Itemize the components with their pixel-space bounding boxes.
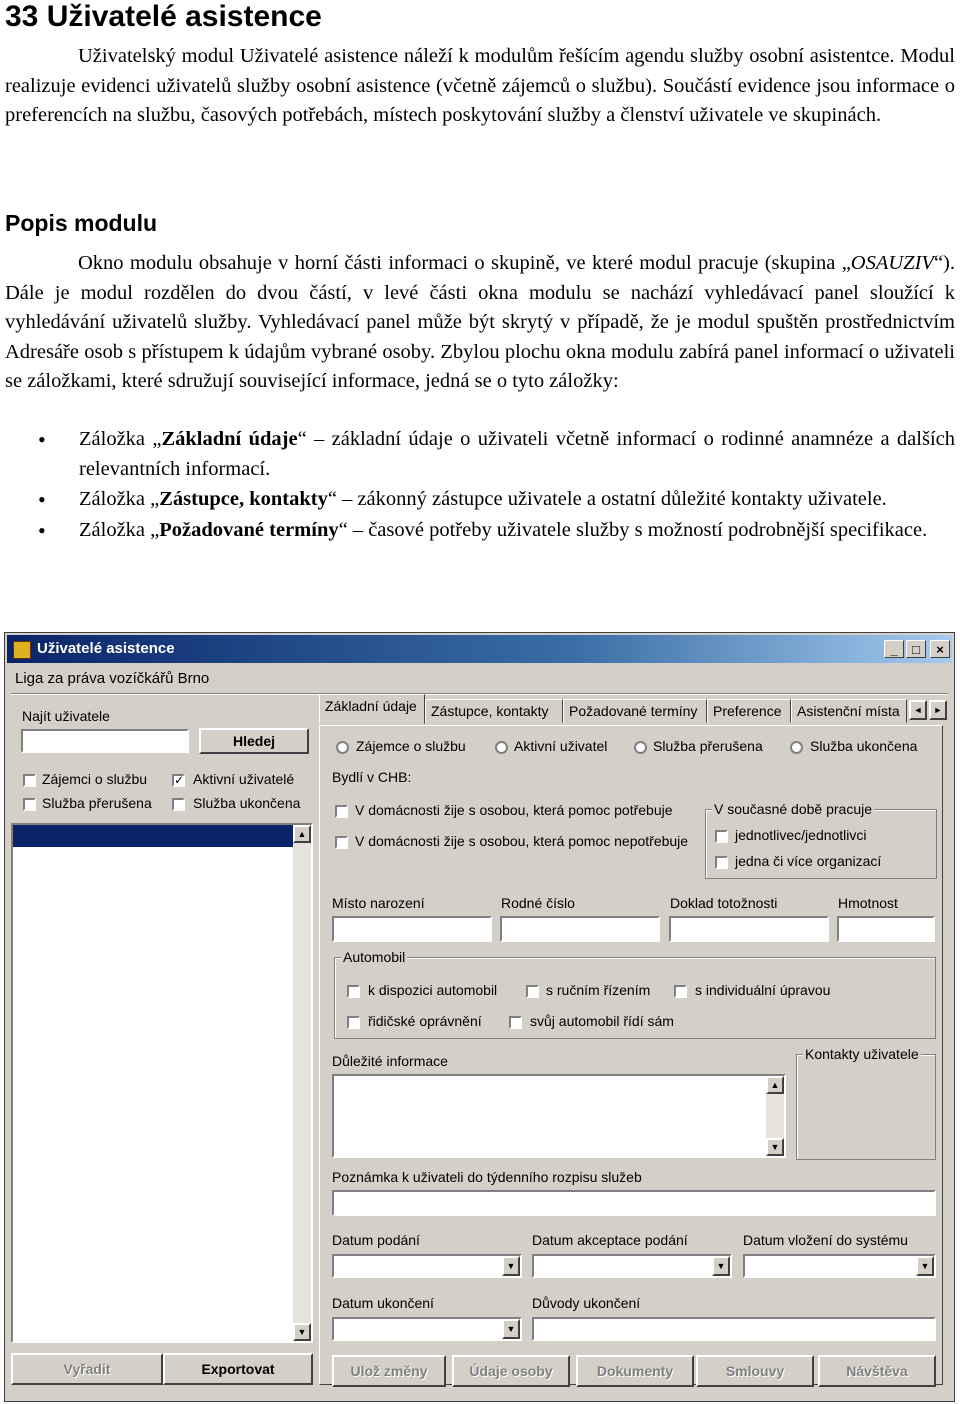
weight-label: Hmotnost: [838, 895, 898, 911]
list-item: • Záložka „Zástupce, kontakty“ – zákonný zástupce uživatele a ostatní důležité kontakty uživatele.: [5, 485, 955, 515]
filter-checkbox-interested[interactable]: [23, 774, 36, 787]
manual-control-checkbox[interactable]: [526, 985, 539, 998]
car-label: s ručním řízením: [546, 982, 651, 998]
filter-checkbox-ended[interactable]: [172, 798, 185, 811]
group-label: Liga za práva vozíčkářů Brno: [15, 670, 210, 687]
remove-button[interactable]: Vyřadit: [11, 1353, 163, 1385]
desc-part-2: “). Dále je modul rozdělen do dvou částí, v levé části okna modulu se nachází vyhledávací panel sloužící k vyhledávání uživatelů služby. Vyhledávací panel může být skrytý v případě, že je modul spuštěn prostřednictvím Adresáře osob s přístupem k údajům vybrané osoby. Zbylou plochu okna modulu zabírá panel informací o uživateli se záložkami, které sdružují související informace, jedná se o tyto záložky:: [5, 252, 955, 392]
description-paragraph: [5, 249, 955, 397]
car-label: svůj automobil řídí sám: [530, 1013, 674, 1029]
important-info-label: Důležité informace: [332, 1053, 448, 1069]
tab-basic[interactable]: Základní údaje: [319, 694, 425, 724]
date-inserted-select[interactable]: [743, 1254, 936, 1278]
household-no-need-checkbox[interactable]: [335, 836, 348, 849]
filter-label: Aktivní uživatelé: [193, 771, 295, 787]
important-info-textarea[interactable]: [332, 1074, 786, 1158]
status-radio[interactable]: [495, 741, 508, 754]
chevron-down-icon[interactable]: ▼: [502, 1256, 520, 1276]
tab-preferences[interactable]: Preference: [707, 699, 791, 723]
export-button[interactable]: Exportovat: [163, 1353, 313, 1385]
current-work-label: jednotlivec/jednotlivci: [735, 827, 867, 843]
id-document-label: Doklad totožnosti: [670, 895, 778, 911]
filter-label: Služba ukončena: [193, 795, 301, 811]
date-submitted-select[interactable]: [332, 1254, 522, 1278]
bydli-label: Bydlí v CHB:: [332, 769, 412, 785]
user-list[interactable]: [11, 823, 313, 1343]
current-work-group: [705, 801, 937, 879]
documents-button[interactable]: Dokumenty: [576, 1355, 694, 1387]
desc-part-1: Okno modulu obsahuje v horní části informaci o skupině, ve které modul pracuje (skupina „: [78, 252, 851, 274]
intro-paragraph: [5, 42, 955, 131]
note-input[interactable]: [332, 1190, 936, 1216]
filter-checkbox-active[interactable]: ✓: [174, 773, 185, 787]
weight-input[interactable]: [837, 916, 935, 942]
save-button[interactable]: Ulož změny: [332, 1355, 446, 1387]
birth-number-input[interactable]: [500, 916, 660, 942]
end-reason-input[interactable]: [532, 1317, 936, 1341]
close-button[interactable]: ×: [930, 640, 950, 658]
maximize-button[interactable]: □: [906, 640, 926, 658]
person-details-button[interactable]: Údaje osoby: [452, 1355, 570, 1387]
contacts-legend: Kontakty uživatele: [805, 1046, 919, 1062]
status-label: Služba přerušena: [653, 738, 763, 754]
date-accepted-label: Datum akceptace podání: [532, 1232, 688, 1248]
chevron-down-icon[interactable]: ▼: [502, 1319, 520, 1339]
household-needs-checkbox[interactable]: [335, 805, 348, 818]
individual-mod-checkbox[interactable]: [674, 985, 687, 998]
divider: [11, 693, 948, 695]
list-item: • Záložka „Základní údaje“ – základní údaje o uživateli včetně informací o rodinné anamnéze a dalších relevantních informací.: [5, 425, 955, 484]
individual-checkbox[interactable]: [715, 830, 728, 843]
current-work-label: jedna či více organizací: [735, 853, 882, 869]
section-title: Popis modulu: [5, 210, 158, 236]
contacts-group: [796, 1046, 936, 1160]
status-label: Zájemce o službu: [356, 738, 466, 754]
filter-label: Služba přerušena: [42, 795, 152, 811]
filter-label: Zájemci o službu: [42, 771, 148, 787]
household-label: V domácnosti žije s osobou, která pomoc potřebuje: [355, 802, 673, 818]
scrollbar[interactable]: [766, 1076, 784, 1156]
intro-text: Uživatelský modul Uživatelé asistence náleží k modulům řešícím agendu služby osobní asistentce. Modul realizuje evidenci uživatelů služby osobní asistence (včetně zájemců o službu). Součástí evidence jsou informace o preferencích na službu, časových potřebách, místech poskytování služby a členství uživatele ve skupinách.: [5, 45, 955, 126]
end-date-select[interactable]: [332, 1317, 522, 1341]
car-label: k dispozici automobil: [368, 982, 498, 998]
license-checkbox[interactable]: [347, 1016, 360, 1029]
end-date-label: Datum ukončení: [332, 1295, 434, 1311]
note-label: Poznámka k uživateli do týdenního rozpisu služeb: [332, 1169, 642, 1185]
current-work-legend: V současné době pracuje: [714, 801, 872, 817]
status-radio[interactable]: [634, 741, 647, 754]
tab-places[interactable]: Asistenční místa: [791, 699, 907, 723]
end-reason-label: Důvody ukončení: [532, 1295, 641, 1311]
tab-scroll-right-icon[interactable]: ►: [929, 700, 947, 720]
selected-row[interactable]: [13, 825, 293, 847]
scrollbar[interactable]: [293, 825, 311, 1341]
car-label: řidičské oprávnění: [368, 1013, 482, 1029]
drives-own-car-checkbox[interactable]: [509, 1016, 522, 1029]
app-window: [4, 632, 955, 1402]
filter-checkbox-paused[interactable]: [23, 798, 36, 811]
minimize-button[interactable]: _: [884, 640, 904, 658]
birthplace-label: Místo narození: [332, 895, 425, 911]
desc-group: OSAUZIV: [850, 252, 934, 274]
tab-terms[interactable]: Požadované termíny: [563, 699, 707, 723]
search-button[interactable]: Hledej: [199, 728, 309, 754]
window-title: Uživatelé asistence: [37, 640, 175, 657]
visit-button[interactable]: Návštěva: [818, 1355, 936, 1387]
status-label: Aktivní uživatel: [514, 738, 608, 754]
app-icon: [13, 641, 31, 659]
tab-representatives[interactable]: Zástupce, kontakty: [425, 699, 563, 723]
chevron-down-icon[interactable]: ▼: [712, 1256, 730, 1276]
status-radio[interactable]: [790, 741, 803, 754]
birth-number-label: Rodné číslo: [501, 895, 575, 911]
car-group: [334, 949, 936, 1039]
tab-scroll-left-icon[interactable]: ◄: [909, 700, 927, 720]
title-bar: [7, 635, 952, 663]
car-label: s individuální úpravou: [695, 982, 831, 998]
car-available-checkbox[interactable]: [347, 985, 360, 998]
birthplace-input[interactable]: [332, 916, 492, 942]
search-input[interactable]: [21, 729, 189, 753]
tab-list: [5, 425, 955, 546]
page-title: 33 Uživatelé asistence: [5, 0, 322, 33]
list-item: • Záložka „Požadované termíny“ – časové potřeby uživatele služby s možností podrobnější specifikace.: [5, 516, 955, 546]
status-radio[interactable]: [336, 741, 349, 754]
date-submitted-label: Datum podání: [332, 1232, 420, 1248]
status-label: Služba ukončena: [810, 738, 918, 754]
contracts-button[interactable]: Smlouvy: [696, 1355, 814, 1387]
date-accepted-select[interactable]: [532, 1254, 732, 1278]
search-label: Najít uživatele: [22, 708, 110, 724]
scroll-down-icon[interactable]: ▼: [766, 1138, 784, 1156]
scroll-down-icon[interactable]: ▼: [293, 1323, 311, 1341]
car-legend: Automobil: [343, 949, 406, 965]
household-label: V domácnosti žije s osobou, která pomoc nepotřebuje: [355, 833, 689, 849]
scroll-up-icon[interactable]: ▲: [293, 825, 311, 843]
organization-checkbox[interactable]: [715, 856, 728, 869]
scroll-up-icon[interactable]: ▲: [766, 1076, 784, 1094]
id-document-input[interactable]: [669, 916, 829, 942]
date-inserted-label: Datum vložení do systému: [743, 1232, 908, 1248]
chevron-down-icon[interactable]: ▼: [916, 1256, 934, 1276]
